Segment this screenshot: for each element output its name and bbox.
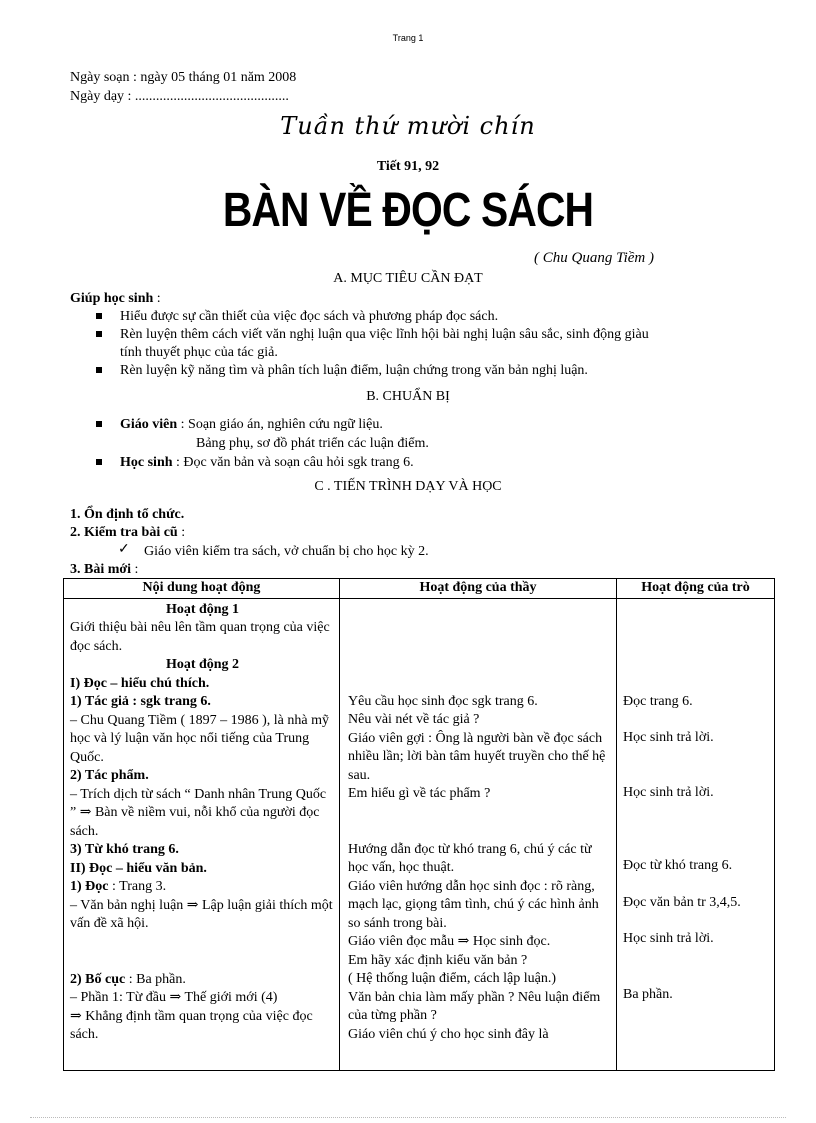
objective-text: tính thuyết phục của tác giả. [120,345,278,360]
spacer [623,949,770,986]
column-header: Nội dung hoạt động [64,579,340,599]
activity-1-heading: Hoạt động 1 [165,601,240,617]
objective-text: Rèn luyện kỹ năng tìm và phân tích luận điểm, luận chứng trong văn bản nghị luận. [120,363,588,378]
week-heading: Tuần thứ mười chín [280,112,536,140]
checkmark-icon: ✓ [118,542,130,557]
lesson-title: BÀN VỀ ĐỌC SÁCH [222,184,594,237]
activity-1-text: Giới thiệu bài nêu lên tầm quan trọng của việc đọc sách. [70,620,330,654]
teacher-line: Giáo viên hướng dẫn học sinh đọc : rõ ràng, mạch lạc, giọng tâm tình, chú ý các hình ảnh so sánh trong bài. [348,878,599,931]
student-line: Học sinh trả lời. [623,784,714,800]
section-a-heading: A. MỤC TIÊU CẦN ĐẠT [333,271,483,286]
author-subheading: 1) Tác giả : sgk trang 6. [70,694,211,709]
teacher-label: Giáo viên [120,417,178,432]
spacer [623,601,770,693]
vocab-subheading: 3) Từ khó trang 6. [70,842,179,857]
structure-label: 2) Bố cục [70,971,126,987]
teacher-line: Giáo viên gợi : Ông là người bàn về đọc sách nhiều lần; lời bàn tâm huyết truyền cho thế hệ sau. [348,730,606,783]
spacer [348,804,610,841]
section-2-heading: II) Đọc – hiểu văn bản. [70,860,207,876]
student-activity-cell [617,598,775,1070]
list-item [70,362,649,380]
student-line: Học sinh trả lời. [623,730,714,745]
intro-label: Giúp học sinh [70,291,154,306]
date-prepared: Ngày soạn : ngày 05 tháng 01 năm 2008 [70,70,297,85]
square-bullet-icon [96,313,102,319]
section-a-intro [70,290,161,308]
teacher-line: Văn bản chia làm mấy phần ? Nêu luận điểm của từng phần ? [348,989,601,1023]
list-item-continuation [70,344,649,362]
column-header: Hoạt động của trò [617,579,775,599]
teacher-line: Yêu cầu học sinh đọc sgk trang 6. [348,693,538,709]
objectives-list [70,308,649,380]
list-item [70,326,649,344]
section-b-heading: B. CHUẨN BỊ [366,389,450,404]
square-bullet-icon [96,331,102,337]
student-line: Đọc văn bản tr 3,4,5. [623,894,741,910]
student-line: Ba phần. [623,986,673,1002]
teacher-text: : Soạn giáo án, nghiên cứu ngữ liệu. [177,417,383,432]
reading-label: 1) Đọc [70,879,109,894]
author-text: – Chu Quang Tiềm ( 1897 – 1986 ), là nhà mỹ học và lý luận văn học nổi tiếng của Trung Quốc. [70,712,329,765]
list-item [70,308,649,326]
section-c-heading: C . TIẾN TRÌNH DẠY VÀ HỌC [314,479,502,494]
spacer [623,802,770,857]
reading-page: : Trang 3. [108,879,167,894]
square-bullet-icon [96,421,102,427]
section-1-heading: I) Đọc – hiểu chú thích. [70,675,210,691]
step-3-colon: : [131,562,139,577]
step-2-item: Giáo viên kiểm tra sách, vở chuẩn bị cho học kỳ 2. [144,544,429,559]
step-3 [70,561,138,579]
student-line: Đọc từ khó trang 6. [623,858,733,873]
author: ( Chu Quang Tiềm ) [534,250,654,266]
structure-line [70,971,335,990]
structure-part-1: – Phần 1: Từ đầu ⇒ Thế giới mới (4) [70,990,278,1005]
table-row [64,598,775,1070]
teacher-line: Giáo viên chú ý cho học sinh đây là [348,1026,549,1042]
step-3-label: 3. Bài mới [70,562,132,577]
objective-text: Hiểu được sự cần thiết của việc đọc sách và phương pháp đọc sách. [120,309,499,324]
structure-rest: : Ba phần. [125,971,186,987]
step-2 [70,524,185,542]
structure-part-1-desc: ⇒ Khẳng định tầm quan trọng của việc đọc sách. [70,1008,313,1042]
step-1-text: Ổn định tổ chức. [84,507,185,522]
reading-text: – Văn bản nghị luận ⇒ Lập luận giải thích một vấn đề xã hội. [70,897,333,931]
spacer [70,934,335,971]
teacher-line: Hướng dẫn đọc từ khó trang 6, chú ý các từ học vấn, học thuật. [348,841,592,875]
spacer [623,748,770,784]
step-1 [70,506,184,524]
student-text: : Đọc văn bản và soạn câu hỏi sgk trang 6. [172,455,414,470]
teacher-line: ( Hệ thống luận điểm, cách lập luận.) [348,971,556,986]
spacer [623,876,770,894]
teacher-activity-cell [340,598,617,1070]
student-label: Học sinh [120,455,173,470]
work-text: – Trích dịch từ sách “ Danh nhân Trung Quốc ” ⇒ Bàn về niềm vui, nỗi khổ của người đọc sách. [70,786,327,839]
square-bullet-icon [96,459,102,465]
activity-2-heading: Hoạt động 2 [165,657,240,672]
teacher-line: Em hiểu gì về tác phẩm ? [348,786,491,801]
column-header: Hoạt động của thầy [340,579,617,599]
student-line: Đọc trang 6. [623,693,693,709]
teacher-line: Em hãy xác định kiểu văn bản ? [348,952,528,968]
spacer [623,912,770,930]
student-line: Học sinh trả lời. [623,931,714,946]
lesson-number: Tiết 91, 92 [376,159,440,174]
spacer [623,711,770,729]
footer-divider [30,1117,786,1118]
reading-line [70,878,335,897]
page-number: Trang 1 [392,33,424,43]
step-2-colon: : [177,525,186,540]
activity-table [63,578,775,1071]
step-2-label: 2. Kiểm tra bài cũ [70,525,178,540]
square-bullet-icon [96,367,102,373]
step-1-number: 1. [70,507,84,522]
date-teaching: Ngày dạy : ............................................ [70,89,289,104]
teacher-line: Nêu vài nét về tác giả ? [348,712,480,727]
work-subheading: 2) Tác phẩm. [70,768,149,783]
table-header-row [64,579,775,599]
teacher-prep-2: Bảng phụ, sơ đồ phát triển các luận điểm. [196,436,429,451]
teacher-line: Giáo viên đọc mẫu ⇒ Học sinh đọc. [348,934,551,949]
content-cell [64,598,340,1070]
intro-colon: : [153,291,161,306]
objective-text: Rèn luyện thêm cách viết văn nghị luận qua việc lĩnh hội bài nghị luận sâu sắc, sinh động giàu [120,327,649,342]
spacer [348,601,610,693]
